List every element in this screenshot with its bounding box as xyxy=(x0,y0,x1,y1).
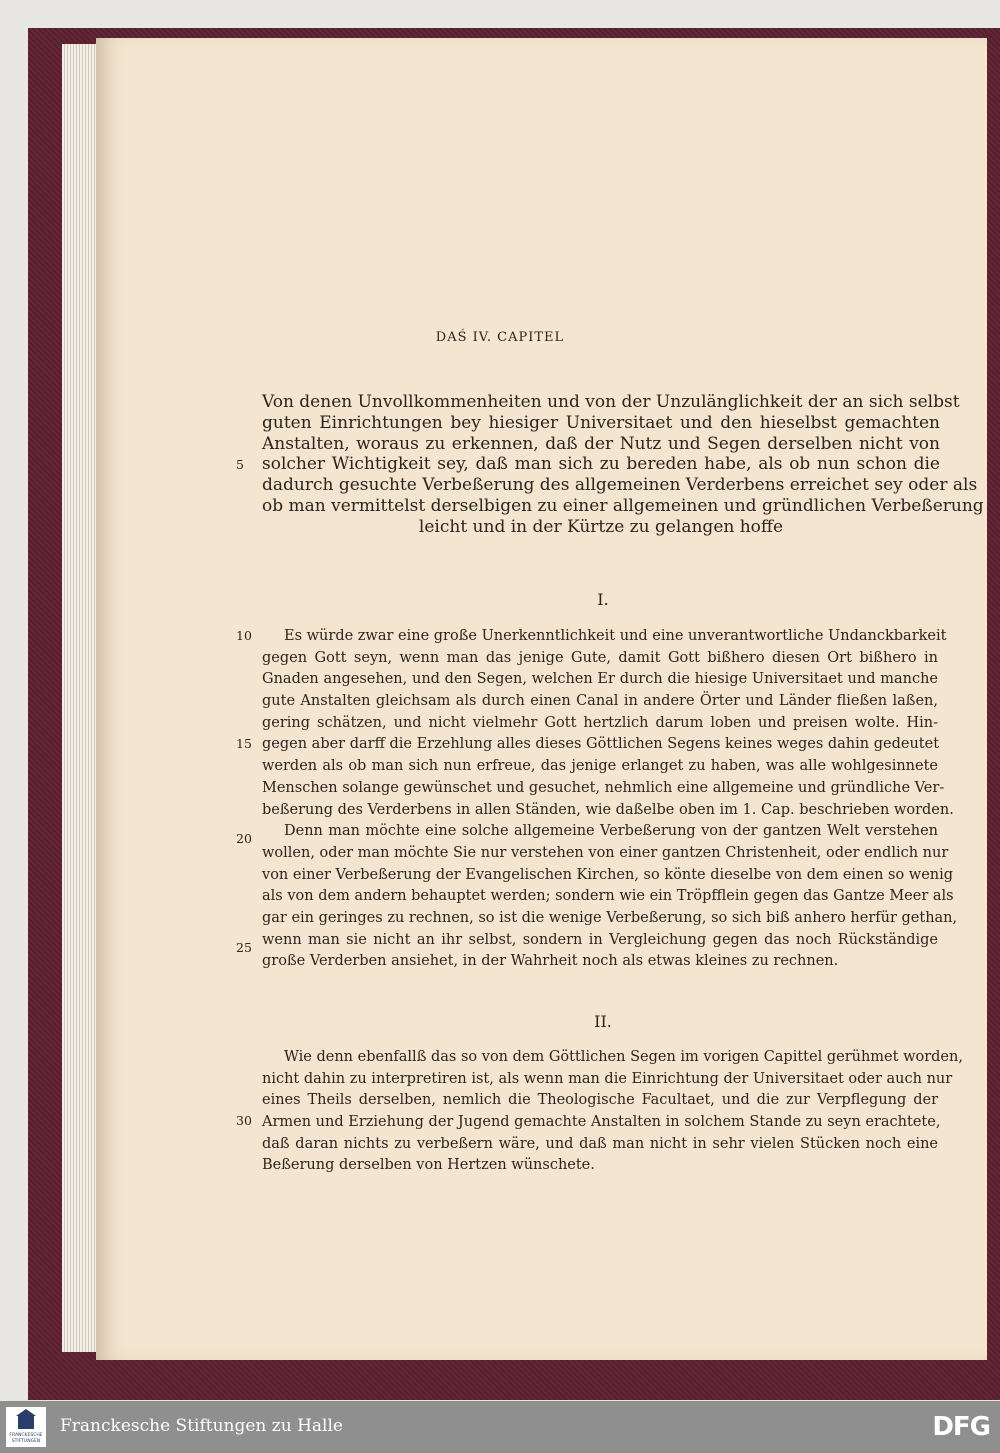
text-line: große Verderben ansiehet, in der Wahrheit noch als etwas kleines zu rechnen. xyxy=(262,953,839,970)
text-line: gar ein geringes zu rechnen, so ist die wenige Verbeßerung, so sich biß anhero herfür gethan, xyxy=(262,909,958,926)
heading-line: Anstalten, woraus zu erkennen, daß der Nutz und Segen derselben nicht von xyxy=(262,433,940,454)
line-number: 10 xyxy=(236,628,252,643)
text-line: wollen, oder man möchte Sie nur verstehen von einer gantzen Christenheit, oder endlich nur xyxy=(262,844,949,861)
heading-line: solcher Wichtigkeit sey, daß man sich zu bereden habe, als ob nun schon die xyxy=(262,454,940,475)
logo-label: STIFTUNGEN xyxy=(11,1439,41,1444)
heading-line: ob man vermittelst derselbigen zu einer allgemeinen und gründlichen Verbeßerung xyxy=(262,495,984,516)
text-line: gering schätzen, und nicht vielmehr Gott hertzlich darum loben und preisen wolte. Hin- xyxy=(262,714,938,731)
text-line: nicht dahin zu interpretiren ist, als wenn man die Einrichtung der Universitaet oder auch nur xyxy=(262,1070,953,1087)
text-line: beßerung des Verderbens in allen Ständen, wie daßelbe oben im 1. Cap. beschrieben worden. xyxy=(262,801,954,818)
chapter-heading xyxy=(262,392,984,538)
heading-line: leicht und in der Kürtze zu gelangen hoffe xyxy=(418,516,784,537)
line-number: 25 xyxy=(236,940,252,955)
heading-line: Von denen Unvollkommenheiten und von der Unzulänglichkeit der an sich selbst xyxy=(262,392,960,412)
text-line: gegen Gott seyn, wenn man das jenige Gute, damit Gott bißhero diesen Ort bißhero in xyxy=(262,649,938,666)
line-number: 30 xyxy=(236,1113,252,1128)
text-line: werden als ob man sich nun erfreue, das jenige erlanget zu haben, was alle wohlgesinnete xyxy=(262,758,938,775)
line-number: 20 xyxy=(236,831,252,846)
franckesche-logo[interactable] xyxy=(6,1407,46,1447)
text-line: eines Theils derselben, nemlich die Theologische Facultaet, und die zur Verpflegung der xyxy=(262,1092,938,1109)
section-numeral: II. xyxy=(594,1012,612,1031)
text-line: Es würde zwar eine große Unerkenntlichkeit und eine unverantwortliche Undanckbarkeit xyxy=(284,628,947,644)
line-number: 15 xyxy=(236,736,252,751)
text-line: Menschen solange gewünschet und gesuchet, nehmlich eine allgemeine und gründliche Ver- xyxy=(262,779,945,796)
heading-line: guten Einrichtungen bey hiesiger Universitaet und den hieselbst gemachten xyxy=(262,412,940,433)
footer-bar xyxy=(0,1401,1000,1453)
text-line: Gnaden angesehen, und den Segen, welchen Er durch die hiesige Universitaet und manche xyxy=(262,671,938,688)
text-line: Armen und Erziehung der Jugend gemachte Anstalten in solchem Stande zu seyn erachtete, xyxy=(262,1114,941,1131)
text-line: von einer Verbeßerung der Evangelischen Kirchen, so könte dieselbe von dem einen so wenig xyxy=(262,866,954,883)
text-line: Beßerung derselben von Hertzen wünschete. xyxy=(262,1157,595,1174)
dfg-logo[interactable]: DFG xyxy=(932,1412,990,1442)
text-line: wenn man sie nicht an ihr selbst, sondern in Vergleichung gegen das noch Rückständige xyxy=(262,931,938,948)
chapter-title: DAŚ IV. CAPITEL xyxy=(435,330,565,345)
line-number: 5 xyxy=(236,457,244,472)
heading-line: dadurch gesuchte Verbeßerung des allgemeinen Verderbens erreichet sey oder als xyxy=(262,475,978,496)
logo-label: FRANCKESCHE xyxy=(9,1433,43,1438)
text-line: daß daran nichts zu verbeßern wäre, und daß man nicht in sehr vielen Stücken noch eine xyxy=(262,1135,938,1152)
text-line: gute Anstalten gleichsam als durch einen Canal in andere Örter und Länder fließen laßen, xyxy=(262,693,938,710)
section-numeral: I. xyxy=(597,590,609,609)
section-1-text xyxy=(262,626,958,973)
text-line: als von dem andern behauptet werden; sondern wie ein Tröpfflein gegen das Gantze Meer als xyxy=(262,888,954,905)
text-line: Wie denn ebenfallß das so von dem Göttlichen Segen im vorigen Capittel gerühmet worden, xyxy=(284,1049,963,1065)
institution-link[interactable]: Franckesche Stiftungen zu Halle xyxy=(60,1416,343,1436)
section-2-text xyxy=(262,1047,963,1177)
logo-house-icon xyxy=(18,1415,34,1429)
text-line: Denn man möchte eine solche allgemeine Verbeßerung von der gantzen Welt verstehen xyxy=(284,823,938,840)
text-line: gegen aber darff die Erzehlung alles dieses Göttlichen Segens keines weges dahin gedeutet xyxy=(262,736,940,753)
